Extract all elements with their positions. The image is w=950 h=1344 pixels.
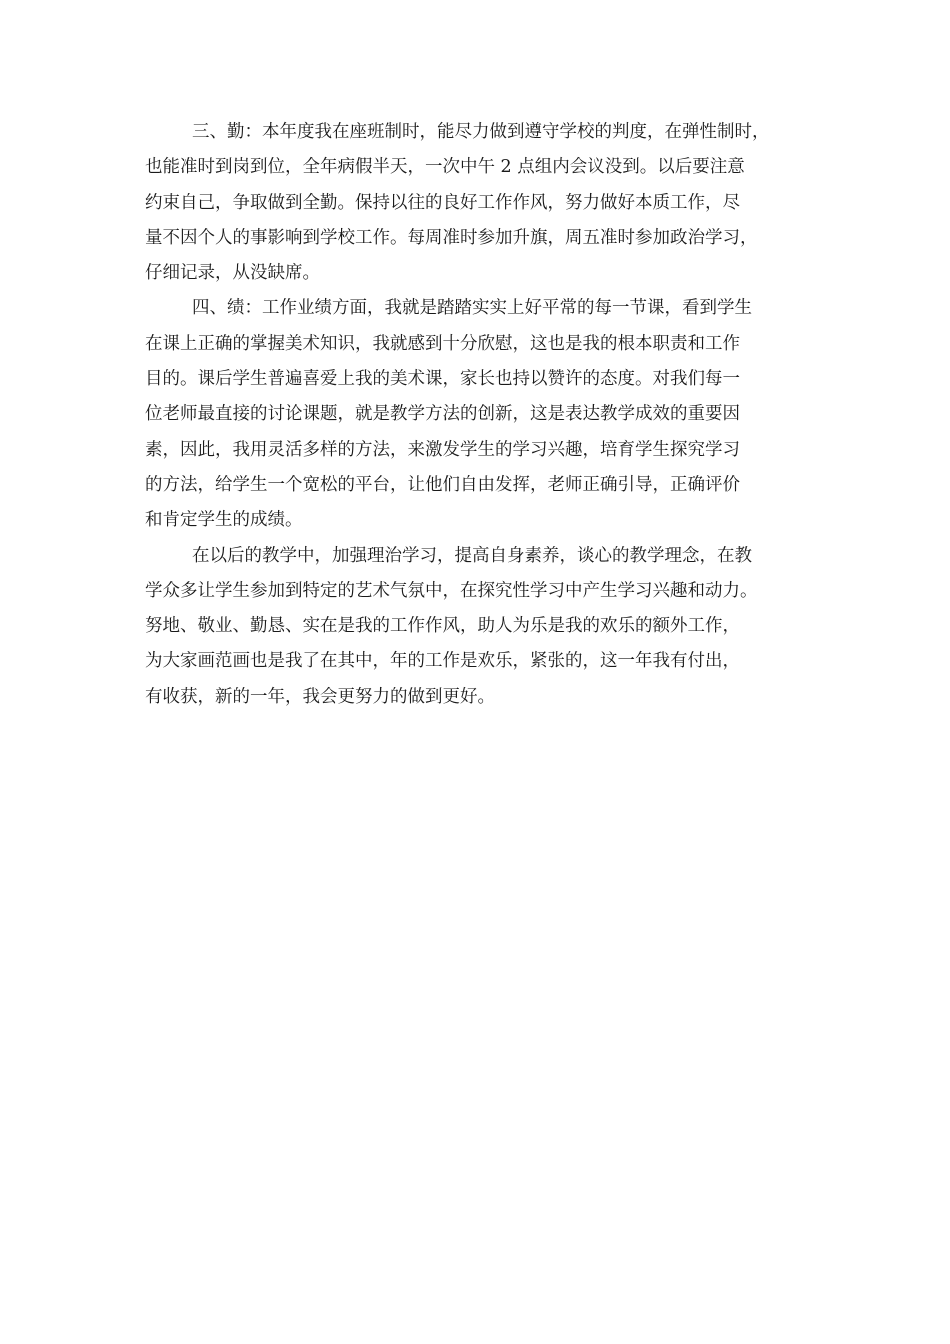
text-line: 努地、敬业、勤恳、实在是我的工作作风，助人为乐是我的欢乐的额外工作，: [145, 616, 740, 637]
text-line: 为大家画范画也是我了在其中，年的工作是欢乐，紧张的，这一年我有付出，: [145, 651, 740, 672]
text-line: 有收获，新的一年，我会更努力的做到更好。: [145, 686, 495, 707]
text-line: 也能准时到岗到位，全年病假半天，一次中午 2 点组内会议没到。以后要注意: [145, 157, 745, 178]
text-line: 四、绩：工作业绩方面，我就是踏踏实实上好平常的每一节课，看到学生: [192, 298, 752, 319]
text-line: 目的。课后学生普遍喜爱上我的美术课，家长也持以赞许的态度。对我们每一: [145, 369, 740, 390]
text-line: 学众多让学生参加到特定的艺术气氛中，在探究性学习中产生学习兴趣和动力。: [145, 580, 758, 601]
text-line: 和肯定学生的成绩。: [145, 510, 303, 531]
text-line: 位老师最直接的讨论课题，就是教学方法的创新，这是表达教学成效的重要因: [145, 404, 740, 425]
text-line: 约束自己，争取做到全勤。保持以往的良好工作作风，努力做好本质工作，尽: [145, 192, 740, 213]
text-line: 在以后的教学中，加强理治学习，提高自身素养，谈心的教学理念，在教: [192, 545, 752, 566]
paragraph-attendance: [145, 115, 815, 291]
text-line: 量不因个人的事影响到学校工作。每周准时参加升旗，周五准时参加政治学习，: [145, 227, 758, 248]
paragraph-achievement: [145, 291, 815, 538]
text-line: 仔细记录，从没缺席。: [145, 263, 320, 284]
text-line: 素，因此，我用灵活多样的方法，来激发学生的学习兴趣，培育学生探究学习: [145, 439, 740, 460]
document-body: [145, 115, 815, 715]
text-line: 三、勤：本年度我在座班制时，能尽力做到遵守学校的判度，在弹性制时，: [192, 122, 770, 142]
text-line: 的方法，给学生一个宽松的平台，让他们自由发挥，老师正确引导，正确评价: [145, 474, 740, 495]
text-line: 在课上正确的掌握美术知识，我就感到十分欣慰，这也是我的根本职责和工作: [145, 333, 740, 354]
paragraph-outlook: [145, 539, 815, 715]
